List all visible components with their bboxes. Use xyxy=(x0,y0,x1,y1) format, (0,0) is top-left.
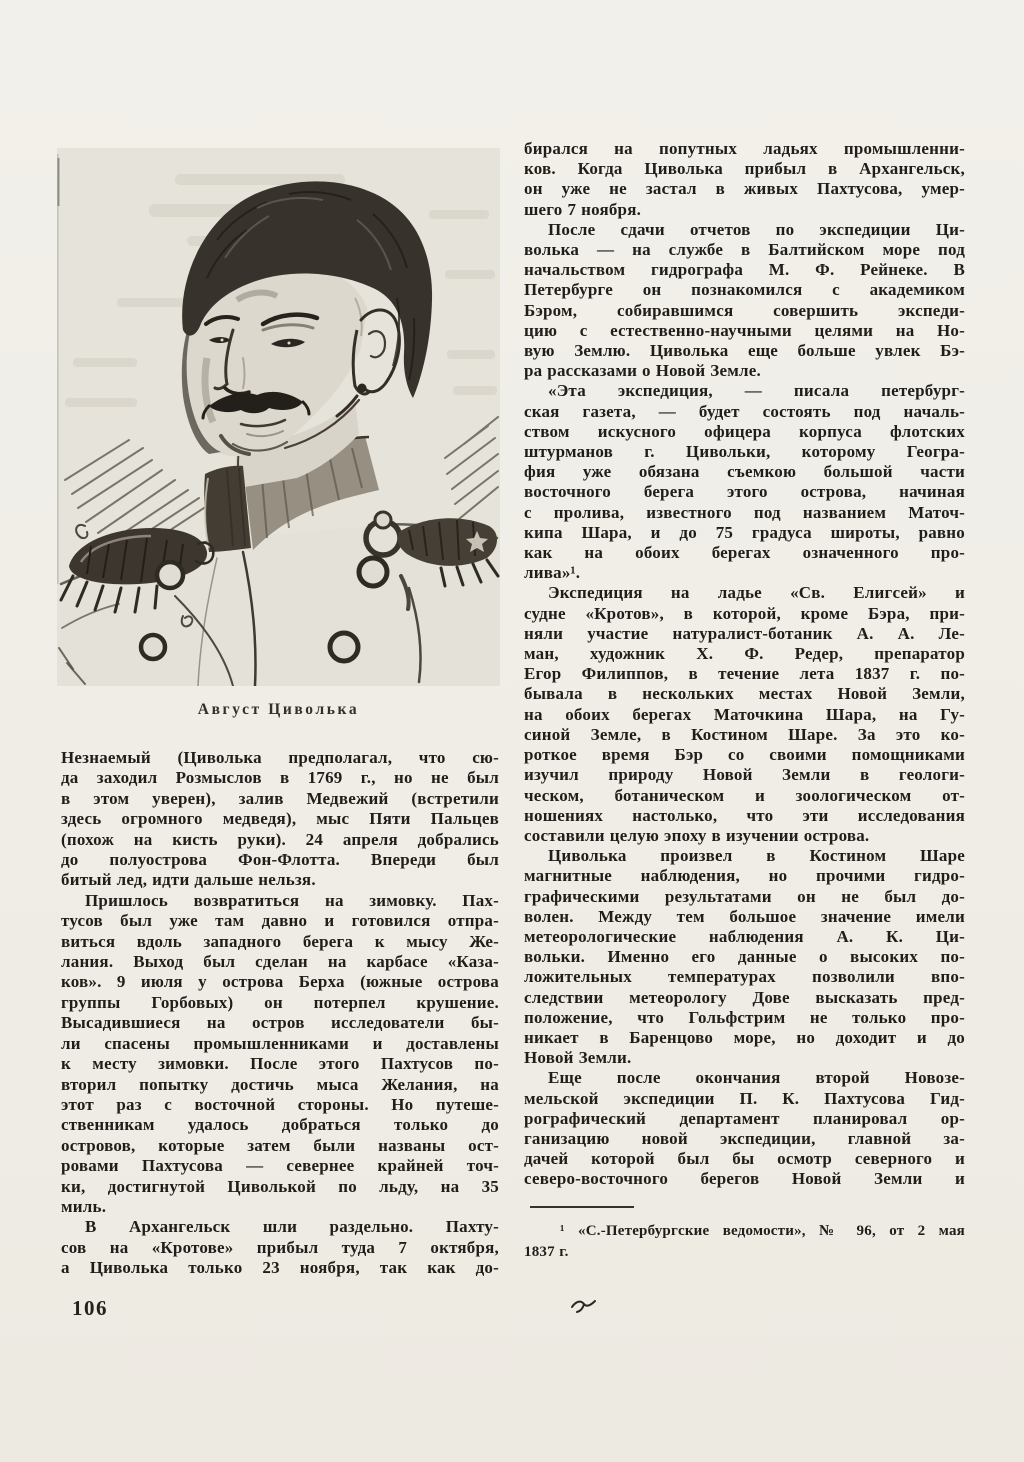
footnote-rule xyxy=(530,1206,634,1208)
footnote xyxy=(524,1206,965,1264)
text-line: ством искусного офицера корпуса флотских xyxy=(524,421,965,441)
text-line: мельской экспедиции П. К. Пахтусова Гид- xyxy=(524,1088,965,1108)
text-line: ложительных температурах позволили впо- xyxy=(524,967,965,987)
text-line: Незнаемый (Циволька предполагал, что сю- xyxy=(61,748,499,767)
text-line: ман, художник Х. Ф. Редер, препаратор xyxy=(524,644,965,664)
paragraph xyxy=(524,220,965,382)
text-line: Высадившиеся на остров исследователи бы- xyxy=(61,1013,499,1033)
text-line: шего 7 ноября. xyxy=(524,199,642,219)
text-line: лива»¹. xyxy=(524,563,581,583)
text-line: Еще после окончания второй Новозе- xyxy=(548,1068,965,1088)
text-line: ли спасены промышленниками и доставлены xyxy=(61,1033,499,1053)
text-line: графическими результатами он не был до- xyxy=(524,886,965,906)
text-line: битый лед, идти дальше нельзя. xyxy=(61,870,316,890)
text-line: штурманов г. Цивольки, которому Геогра- xyxy=(524,442,965,462)
text-line: ская газета, — будет состоять под началь- xyxy=(524,401,965,421)
text-line: (похож на кисть руки). 24 апреля добрались xyxy=(61,829,499,849)
text-line: с пролива, известного под названием Маточ- xyxy=(524,502,965,522)
text-line: Пришлось возвратиться на зимовку. Пах- xyxy=(85,890,499,910)
text-line: до полуострова Фон-Флотта. Впереди был xyxy=(61,850,499,870)
text-line: В Архангельск шли раздельно. Пахту- xyxy=(85,1217,499,1237)
text-line: Егор Филиппов, в течение лета 1837 г. по- xyxy=(524,664,965,684)
text-line: миль. xyxy=(61,1196,107,1216)
text-line: этот раз с восточной стороны. Но путеше- xyxy=(61,1094,499,1114)
paragraph xyxy=(61,1217,499,1278)
text-line: ¹ «С.-Петербургские ведомости», № 96, от 2 мая xyxy=(560,1222,965,1239)
text-line: северо-восточного берегов Новой Земли и xyxy=(524,1169,965,1189)
text-line: как на обоих берегах означенного про- xyxy=(524,543,965,563)
paragraph xyxy=(524,846,965,1068)
text-line: рографический департамент планировал ор- xyxy=(524,1108,965,1128)
text-line: синой Земле, в Костином Шаре. За это ко- xyxy=(524,724,965,744)
text-line: Бэром, собиравшимся совершить экспеди- xyxy=(524,300,965,320)
text-line: да заходил Розмыслов в 1769 г., но не был xyxy=(61,768,499,788)
text-line: ганизацию новой экспедиции, главной за- xyxy=(524,1128,965,1148)
text-line: няли участие натуралист-ботаник А. А. Ле- xyxy=(524,623,965,643)
text-line: роткое время Бэр со своими помощниками xyxy=(524,745,965,765)
text-line: ношениях настолько, что эти исследования xyxy=(524,805,965,825)
text-line: ки, достигнутой Циволькой по льду, на 35 xyxy=(61,1176,499,1196)
text-line: изучил природу Новой Земли в геологи- xyxy=(524,765,965,785)
right-column xyxy=(524,139,965,1264)
text-line: положение, что Гольфстрим не только про- xyxy=(524,1007,965,1027)
text-line: к месту зимовки. После этого Пахтусов по- xyxy=(61,1054,499,1074)
text-line: бывала в нескольких местах Новой Земли, xyxy=(524,684,965,704)
text-line: кипа Шара, и до 75 градуса широты, равно xyxy=(524,522,965,542)
text-line: здесь огромного медведя), мыс Пяти Пальцев xyxy=(61,809,499,829)
text-line: бирался на попутных ладьях промышленни- xyxy=(524,139,965,158)
text-line: Новой Земли. xyxy=(524,1048,632,1068)
text-line: на обоих берегах Маточкина Шара, на Гу- xyxy=(524,704,965,724)
text-line: никает в Баренцово море, но доходит и до xyxy=(524,1027,965,1047)
text-line: ра рассказами о Новой Земле. xyxy=(524,361,761,381)
text-line: ческом, ботаническом и зоологическом от- xyxy=(524,785,965,805)
footnote-text xyxy=(524,1221,965,1264)
paragraph xyxy=(61,748,499,891)
paragraph xyxy=(524,1068,965,1189)
paragraph xyxy=(524,583,965,846)
page-number: 106 xyxy=(72,1296,108,1320)
text-line: Экспедиция на ладье «Св. Елигсей» и xyxy=(548,583,965,603)
text-line: вольки. Именно его данные о высоких по- xyxy=(524,947,965,967)
paragraph xyxy=(61,891,499,1218)
text-line: волен. Между тем большое значение имели xyxy=(524,906,965,926)
text-line: группы Горбовых) он потерпел крушение. xyxy=(61,992,499,1012)
text-line: цию с естественно-научными целями на Но- xyxy=(524,320,965,340)
paragraph xyxy=(524,139,965,220)
text-line: лания. Выход был сделан на карбасе «Каза- xyxy=(61,952,499,972)
text-line: волька — на службе в Балтийском море под xyxy=(524,240,965,260)
paragraph xyxy=(524,1221,965,1264)
text-line: Циволька произвел в Костином Шаре xyxy=(548,846,965,866)
text-line: вую Землю. Циволька еще больше увлек Бэ- xyxy=(524,341,965,361)
paragraph xyxy=(524,381,965,583)
text-line: ков». 9 июля у острова Берха (южные острова xyxy=(61,972,499,992)
portrait-illustration xyxy=(57,148,500,686)
text-line: дачей которой был бы осмотр северного и xyxy=(524,1149,965,1169)
text-line: Петербурге он познакомился с академиком xyxy=(524,280,965,300)
text-line: составили целую эпоху в изучении острова. xyxy=(524,825,870,845)
text-line: в этом уверен), залив Медвежий (встретили xyxy=(61,788,499,808)
text-line: магнитные наблюдения, но прочими гидро- xyxy=(524,866,965,886)
text-line: «Эта экспедиция, — писала петербург- xyxy=(548,381,965,401)
text-line: ровами Пахтусова — севернее крайней точ- xyxy=(61,1156,499,1176)
text-line: метеорологические наблюдения А. К. Ци- xyxy=(524,926,965,946)
text-line: тусов был уже там давно и готовился отпра- xyxy=(61,911,499,931)
text-line: 1837 г. xyxy=(524,1244,569,1261)
text-line: восточного берега этого острова, начиная xyxy=(524,482,965,502)
text-line: фия уже обязана съемкою большой части xyxy=(524,462,965,482)
left-column-text xyxy=(61,748,499,1279)
text-line: вторил попытку достичь мыса Желания, на xyxy=(61,1074,499,1094)
text-line: виться вдоль западного берега к мысу Же- xyxy=(61,931,499,951)
text-line: После сдачи отчетов по экспедиции Ци- xyxy=(548,219,965,239)
text-line: ственникам удалось добраться только до xyxy=(61,1115,499,1135)
right-column-text xyxy=(524,139,965,1190)
text-line: ков. Когда Циволька прибыл в Архангельск, xyxy=(524,159,965,179)
text-line: он уже не застал в живых Пахтусова, умер- xyxy=(524,179,965,199)
left-column xyxy=(57,148,500,1279)
text-line: следствии метеорологу Дове высказать пред- xyxy=(524,987,965,1007)
text-line: начальством гидрографа М. Ф. Рейнеке. В xyxy=(524,260,965,280)
text-line: сов на «Кротове» прибыл туда 7 октября, xyxy=(61,1237,499,1257)
text-line: островов, которые затем были названы ост- xyxy=(61,1135,499,1155)
portrait-caption: Август Циволька xyxy=(197,701,360,718)
text-line: а Циволька только 23 ноября, так как до- xyxy=(61,1258,499,1278)
text-line: судне «Кротов», в которой, кроме Бэра, при- xyxy=(524,603,965,623)
decorative-mark xyxy=(570,1296,600,1316)
